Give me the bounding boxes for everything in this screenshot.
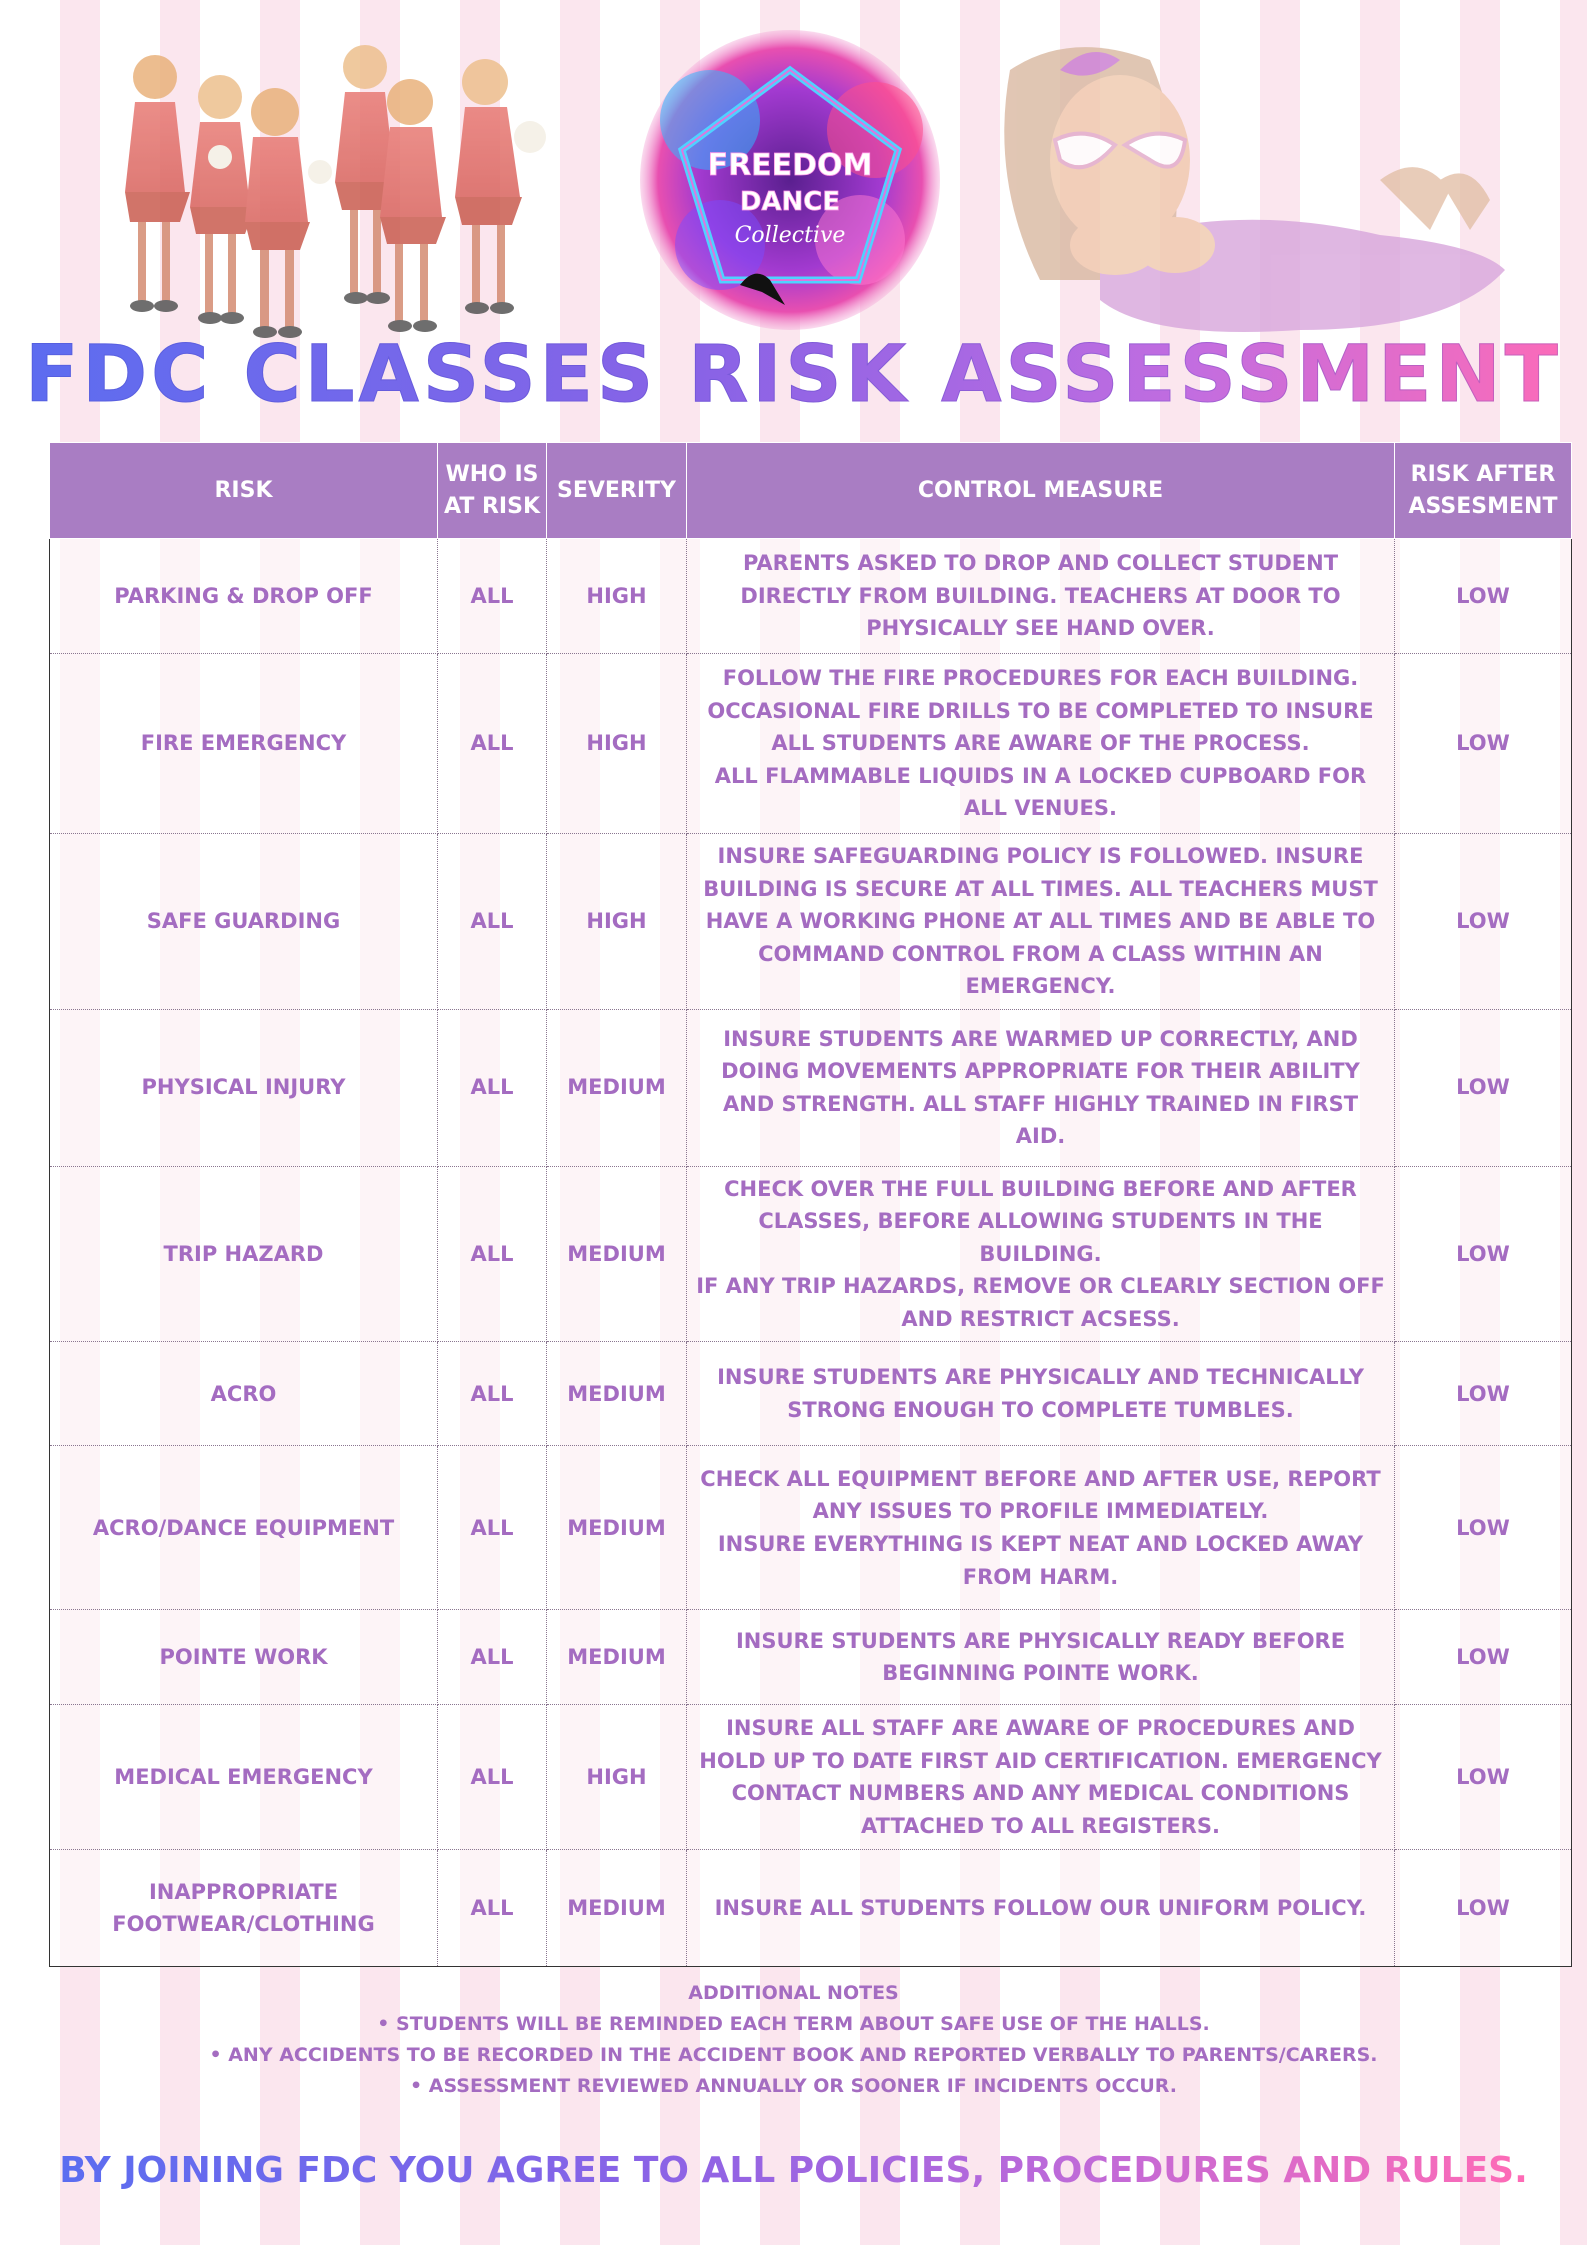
control-cell: CHECK OVER THE FULL BUILDING BEFORE AND AFTER CLASSES, BEFORE ALLOWING STUDENTS IN THE BUILDING. IF ANY TRIP HAZARDS, REMOVE OR CLEARLY SECTION OFF AND RESTRICT ACSESS. — [687, 1166, 1395, 1342]
girl-heart-sunglasses-photo — [1000, 30, 1520, 350]
note-item: • ASSESSMENT REVIEWED ANNUALLY OR SOONER IF INCIDENTS OCCUR. — [410, 2075, 1177, 2097]
who-cell: ALL — [438, 834, 547, 1010]
logo-line-freedom: FREEDOM — [707, 148, 873, 183]
after-cell: LOW — [1395, 1446, 1572, 1610]
risk-cell: PHYSICAL INJURY — [50, 1009, 438, 1166]
page-header — [0, 0, 1587, 440]
risk-cell: MEDICAL EMERGENCY — [50, 1705, 438, 1850]
control-cell: INSURE ALL STUDENTS FOLLOW OUR UNIFORM POLICY. — [687, 1850, 1395, 1967]
table-row — [50, 1705, 1572, 1850]
table-row — [50, 834, 1572, 1010]
who-cell: ALL — [438, 1705, 547, 1850]
page-title: FDC CLASSES RISK ASSESSMENT — [0, 330, 1587, 420]
control-cell: INSURE SAFEGUARDING POLICY IS FOLLOWED. INSURE BUILDING IS SECURE AT ALL TIMES. ALL TEACHERS MUST HAVE A WORKING PHONE AT ALL TIMES AND BE ABLE TO COMMAND CONTROL FROM A CLASS WITHIN AN EMERGENCY. — [687, 834, 1395, 1010]
risk-cell: TRIP HAZARD — [50, 1166, 438, 1342]
additional-notes — [0, 1978, 1587, 2102]
after-cell: LOW — [1395, 1705, 1572, 1850]
note-item: • STUDENTS WILL BE REMINDED EACH TERM ABOUT SAFE USE OF THE HALLS. — [377, 2013, 1210, 2035]
risk-assessment-table — [49, 442, 1572, 1967]
who-cell: ALL — [438, 654, 547, 834]
logo-line-dance: DANCE — [739, 187, 841, 217]
logo-line-collective: Collective — [734, 223, 846, 248]
after-cell: LOW — [1395, 654, 1572, 834]
after-cell: LOW — [1395, 834, 1572, 1010]
header-severity: SEVERITY — [547, 443, 687, 539]
severity-cell: MEDIUM — [547, 1166, 687, 1342]
table-row — [50, 1850, 1572, 1967]
severity-cell: MEDIUM — [547, 1610, 687, 1705]
control-cell: CHECK ALL EQUIPMENT BEFORE AND AFTER USE, REPORT ANY ISSUES TO PROFILE IMMEDIATELY. INSURE EVERYTHING IS KEPT NEAT AND LOCKED AWAY FROM HARM. — [687, 1446, 1395, 1610]
header-risk-after-assessment: RISK AFTER ASSESMENT — [1395, 443, 1572, 539]
severity-cell: HIGH — [547, 539, 687, 654]
dancers-photo — [110, 22, 570, 352]
severity-cell: MEDIUM — [547, 1342, 687, 1446]
control-cell: INSURE ALL STAFF ARE AWARE OF PROCEDURES AND HOLD UP TO DATE FIRST AID CERTIFICATION. EMERGENCY CONTACT NUMBERS AND ANY MEDICAL CONDITIONS ATTACHED TO ALL REGISTERS. — [687, 1705, 1395, 1850]
risk-cell: FIRE EMERGENCY — [50, 654, 438, 834]
risk-cell: ACRO — [50, 1342, 438, 1446]
table-row — [50, 1166, 1572, 1342]
control-cell: INSURE STUDENTS ARE PHYSICALLY AND TECHNICALLY STRONG ENOUGH TO COMPLETE TUMBLES. — [687, 1342, 1395, 1446]
policy-agreement-footer — [0, 2150, 1587, 2191]
who-cell: ALL — [438, 1166, 547, 1342]
who-cell: ALL — [438, 1850, 547, 1967]
table-row — [50, 1342, 1572, 1446]
table-header-row — [50, 443, 1572, 539]
header-control-measure: CONTROL MEASURE — [687, 443, 1395, 539]
table-row — [50, 1446, 1572, 1610]
who-cell: ALL — [438, 539, 547, 654]
after-cell: LOW — [1395, 1342, 1572, 1446]
table-row — [50, 1009, 1572, 1166]
risk-cell: PARKING & DROP OFF — [50, 539, 438, 654]
after-cell: LOW — [1395, 1850, 1572, 1967]
after-cell: LOW — [1395, 1166, 1572, 1342]
table-row — [50, 654, 1572, 834]
severity-cell: HIGH — [547, 1705, 687, 1850]
header-risk: RISK — [50, 443, 438, 539]
control-cell: FOLLOW THE FIRE PROCEDURES FOR EACH BUILDING. OCCASIONAL FIRE DRILLS TO BE COMPLETED TO INSURE ALL STUDENTS ARE AWARE OF THE PROCESS. ALL FLAMMABLE LIQUIDS IN A LOCKED CUPBOARD FOR ALL VENUES. — [687, 654, 1395, 834]
table-row — [50, 1610, 1572, 1705]
after-cell: LOW — [1395, 1610, 1572, 1705]
control-cell: PARENTS ASKED TO DROP AND COLLECT STUDENT DIRECTLY FROM BUILDING. TEACHERS AT DOOR TO PHYSICALLY SEE HAND OVER. — [687, 539, 1395, 654]
risk-cell: INAPPROPRIATE FOOTWEAR/CLOTHING — [50, 1850, 438, 1967]
header-who-is-at-risk: WHO IS AT RISK — [438, 443, 547, 539]
risk-cell: ACRO/DANCE EQUIPMENT — [50, 1446, 438, 1610]
severity-cell: HIGH — [547, 834, 687, 1010]
notes-heading: ADDITIONAL NOTES — [688, 1982, 899, 2004]
freedom-dance-collective-logo — [630, 30, 950, 350]
control-cell: INSURE STUDENTS ARE WARMED UP CORRECTLY, AND DOING MOVEMENTS APPROPRIATE FOR THEIR ABILITY AND STRENGTH. ALL STAFF HIGHLY TRAINED IN FIRST AID. — [687, 1009, 1395, 1166]
severity-cell: MEDIUM — [547, 1850, 687, 1967]
risk-cell: SAFE GUARDING — [50, 834, 438, 1010]
severity-cell: MEDIUM — [547, 1446, 687, 1610]
severity-cell: MEDIUM — [547, 1009, 687, 1166]
who-cell: ALL — [438, 1446, 547, 1610]
after-cell: LOW — [1395, 539, 1572, 654]
control-cell: INSURE STUDENTS ARE PHYSICALLY READY BEFORE BEGINNING POINTE WORK. — [687, 1610, 1395, 1705]
risk-cell: POINTE WORK — [50, 1610, 438, 1705]
table-row — [50, 539, 1572, 654]
after-cell: LOW — [1395, 1009, 1572, 1166]
footer-text: BY JOINING FDC YOU AGREE TO ALL POLICIES, PROCEDURES AND RULES. — [59, 2150, 1528, 2191]
who-cell: ALL — [438, 1342, 547, 1446]
who-cell: ALL — [438, 1009, 547, 1166]
note-item: • ANY ACCIDENTS TO BE RECORDED IN THE ACCIDENT BOOK AND REPORTED VERBALLY TO PARENTS/CARERS. — [209, 2044, 1378, 2066]
severity-cell: HIGH — [547, 654, 687, 834]
who-cell: ALL — [438, 1610, 547, 1705]
